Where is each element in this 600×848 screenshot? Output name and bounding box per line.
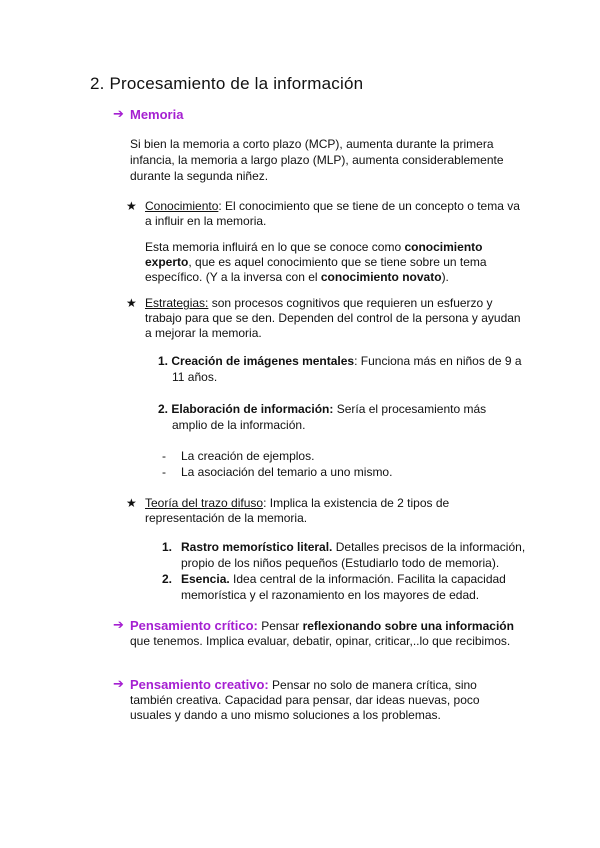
conocimiento-paragraph-line: específico. (Y a la inversa con el conocimiento novato).: [145, 270, 449, 284]
dash-bullet: -: [162, 465, 166, 479]
arrow-icon: ➔: [113, 676, 124, 691]
trazo-item-number: 2.: [162, 572, 173, 586]
critico-line: que tenemos. Implica evaluar, debatir, opinar, criticar,..lo que recibimos.: [130, 634, 511, 648]
trazo-line: representación de la memoria.: [145, 511, 308, 525]
trazo-item: Esencia. Idea central de la información. Facilita la capacidad: [181, 572, 506, 586]
memoria-intro-line: durante la segunda niñez.: [130, 169, 269, 183]
section-heading-memoria: Memoria: [130, 107, 184, 122]
estrategia-item-continuation: 11 años.: [172, 370, 218, 384]
dash-item: La creación de ejemplos.: [181, 449, 315, 463]
star-bullet-icon: ★: [126, 199, 137, 213]
creativo-line: usuales y dando a uno mismo soluciones a los problemas.: [130, 708, 441, 722]
memoria-intro-line: infancia, la memoria a largo plazo (MLP), aumenta considerablemente: [130, 153, 504, 167]
arrow-icon: ➔: [113, 617, 124, 632]
conocimiento-line: Conocimiento: El conocimiento que se tiene de un concepto o tema va: [145, 199, 520, 213]
trazo-line: Teoría del trazo difuso: Implica la existencia de 2 tipos de: [145, 496, 450, 510]
estrategias-line: trabajo para que se den. Dependen del control de la persona y ayudan: [145, 311, 521, 325]
trazo-item: Rastro memorístico literal. Detalles precisos de la información,: [181, 540, 526, 554]
estrategia-item: 1. Creación de imágenes mentales: Funciona más en niños de 9 a: [158, 354, 522, 368]
dash-item: La asociación del temario a uno mismo.: [181, 465, 393, 479]
conocimiento-paragraph-line: Esta memoria influirá en lo que se conoce como conocimiento: [145, 240, 483, 254]
trazo-item-continuation: propio de los niños pequeños (Estudiarlo todo de memoria).: [181, 556, 500, 570]
dash-bullet: -: [162, 449, 166, 463]
estrategia-item: 2. Elaboración de información: Sería el procesamiento más: [158, 402, 487, 416]
star-bullet-icon: ★: [126, 496, 137, 510]
conocimiento-paragraph-line: experto, que es aquel conocimiento que se tiene sobre un tema: [145, 255, 487, 269]
critico-line: Pensamiento crítico: Pensar reflexionando sobre una información: [130, 618, 514, 633]
creativo-line: Pensamiento creativo: Pensar no solo de manera crítica, sino: [130, 677, 477, 692]
creativo-line: también creativa. Capacidad para pensar, dar ideas nuevas, poco: [130, 693, 480, 707]
star-bullet-icon: ★: [126, 296, 137, 310]
page-title: 2. Procesamiento de la información: [90, 74, 364, 93]
arrow-icon: ➔: [113, 106, 124, 121]
trazo-item-number: 1.: [162, 540, 173, 554]
estrategia-item-continuation: amplio de la información.: [172, 418, 306, 432]
memoria-intro-line: Si bien la memoria a corto plazo (MCP), aumenta durante la primera: [130, 137, 494, 151]
conocimiento-line: a influir en la memoria.: [145, 214, 267, 228]
estrategias-line: Estrategias: son procesos cognitivos que requieren un esfuerzo y: [145, 296, 493, 310]
trazo-item-continuation: memorística y el razonamiento en los mayores de edad.: [181, 588, 480, 602]
estrategias-line: a mejorar la memoria.: [145, 326, 262, 340]
